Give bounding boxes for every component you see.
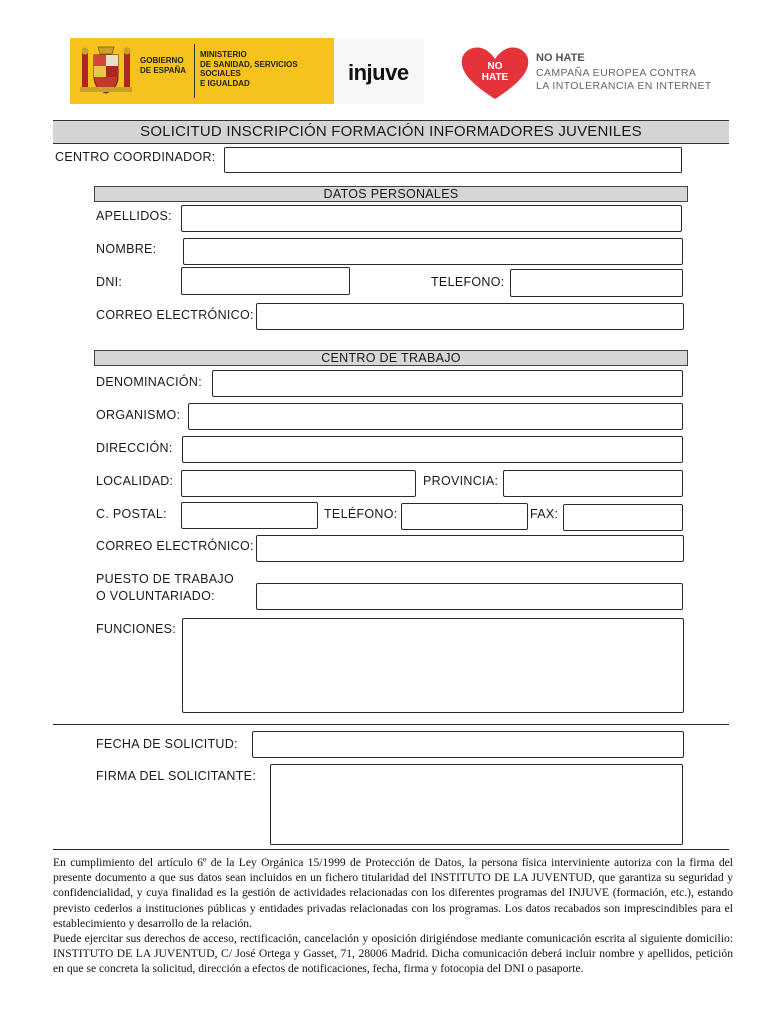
nombre-label: NOMBRE: bbox=[96, 242, 157, 256]
telefono-trabajo-field[interactable] bbox=[401, 503, 528, 530]
dni-field[interactable] bbox=[181, 267, 350, 295]
correo-trabajo-label: CORREO ELECTRÓNICO: bbox=[96, 539, 254, 553]
legal-notice bbox=[53, 855, 733, 977]
direccion-label: DIRECCIÓN: bbox=[96, 441, 173, 455]
no-hate-line-1: CAMPAÑA EUROPEA CONTRA bbox=[536, 67, 697, 79]
apellidos-label: APELLIDOS: bbox=[96, 209, 172, 223]
nombre-field[interactable] bbox=[183, 238, 683, 265]
coat-of-arms-icon bbox=[78, 45, 134, 97]
injuve-logo: injuve bbox=[348, 60, 409, 85]
organismo-field[interactable] bbox=[188, 403, 683, 430]
codigo-postal-label: C. POSTAL: bbox=[96, 507, 167, 521]
dni-label: DNI: bbox=[96, 275, 123, 289]
centro-coordinador-label: CENTRO COORDINADOR: bbox=[55, 150, 216, 164]
fecha-solicitud-field[interactable] bbox=[252, 731, 684, 758]
centro-coordinador-field[interactable] bbox=[224, 147, 682, 173]
gobierno-text: GOBIERNO DE ESPAÑA bbox=[140, 56, 187, 75]
fax-field[interactable] bbox=[563, 504, 683, 531]
datos-personales-heading: DATOS PERSONALES bbox=[94, 186, 688, 202]
no-hate-badge-line1: NO bbox=[487, 61, 503, 72]
no-hate-title: NO HATE bbox=[536, 52, 585, 64]
ministerio-text: MINISTERIO DE SANIDAD, SERVICIOS SOCIALES E IGUALDAD bbox=[200, 50, 298, 88]
section-divider bbox=[53, 724, 729, 725]
centro-trabajo-heading: CENTRO DE TRABAJO bbox=[94, 350, 688, 366]
direccion-field[interactable] bbox=[182, 436, 683, 463]
correo-personal-field[interactable] bbox=[256, 303, 684, 330]
organismo-label: ORGANISMO: bbox=[96, 408, 181, 422]
fecha-solicitud-label: FECHA DE SOLICITUD: bbox=[96, 737, 238, 751]
puesto-label-line2: O VOLUNTARIADO: bbox=[96, 589, 215, 603]
denominacion-label: DENOMINACIÓN: bbox=[96, 375, 202, 389]
firma-field[interactable] bbox=[270, 764, 683, 845]
funciones-field[interactable] bbox=[182, 618, 684, 713]
telefono-personal-label: TELEFONO: bbox=[431, 275, 505, 289]
telefono-trabajo-label: TELÉFONO: bbox=[324, 507, 398, 521]
injuve-logo-block bbox=[334, 38, 424, 104]
gobierno-logo-block bbox=[70, 38, 334, 104]
no-hate-line-2: LA INTOLERANCIA EN INTERNET bbox=[536, 80, 712, 92]
no-hate-badge-line2: HATE bbox=[481, 72, 509, 83]
logo-divider bbox=[194, 44, 195, 98]
puesto-field[interactable] bbox=[256, 583, 683, 610]
correo-personal-label: CORREO ELECTRÓNICO: bbox=[96, 308, 254, 322]
correo-trabajo-field[interactable] bbox=[256, 535, 684, 562]
puesto-label-line1: PUESTO DE TRABAJO bbox=[96, 572, 235, 586]
legal-paragraph-1: En cumplimiento del artículo 6º de la Ley Orgánica 15/1999 de Protección de Datos, la persona física interviniente autoriza con la firma del presente documento a que sus datos sean incluidos en un fichero titularidad del INSTITUTO DE LA JUVENTUD, que garantiza su seguridad y confidencialidad, y cuya finalidad es la gestión de actividades relacionadas con los diferentes programas del INJUVE (formación, etc.), estando previsto cederlos a instituciones públicas y entidades privadas relacionadas con los programas. Los datos recabados son imprescindibles para el establecimiento y desarrollo de la relación. bbox=[53, 856, 733, 930]
form-title: SOLICITUD INSCRIPCIÓN FORMACIÓN INFORMADORES JUVENILES bbox=[53, 120, 729, 144]
fax-label: FAX: bbox=[530, 507, 559, 521]
firma-label: FIRMA DEL SOLICITANTE: bbox=[96, 769, 257, 783]
localidad-label: LOCALIDAD: bbox=[96, 474, 174, 488]
codigo-postal-field[interactable] bbox=[181, 502, 318, 529]
localidad-field[interactable] bbox=[181, 470, 416, 497]
apellidos-field[interactable] bbox=[181, 205, 682, 232]
denominacion-field[interactable] bbox=[212, 370, 683, 397]
telefono-personal-field[interactable] bbox=[510, 269, 683, 297]
funciones-label: FUNCIONES: bbox=[96, 622, 177, 636]
legal-paragraph-2: Puede ejercitar sus derechos de acceso, rectificación, cancelación y oposición dirigiéndose mediante comunicación escrita al siguiente domicilio: INSTITUTO DE LA JUVENTUD, C/ José Ortega y Gasset, 71, 28006 Madrid. Dicha comunicación deberá incluir nombre y apellidos, petición en que se concreta la solicitud, dirección a efectos de notificaciones, fecha, firma y fotocopia del DNI o pasaporte. bbox=[53, 932, 733, 976]
provincia-label: PROVINCIA: bbox=[423, 474, 499, 488]
no-hate-heart-icon bbox=[460, 45, 530, 101]
provincia-field[interactable] bbox=[503, 470, 683, 497]
legal-divider bbox=[53, 849, 729, 850]
